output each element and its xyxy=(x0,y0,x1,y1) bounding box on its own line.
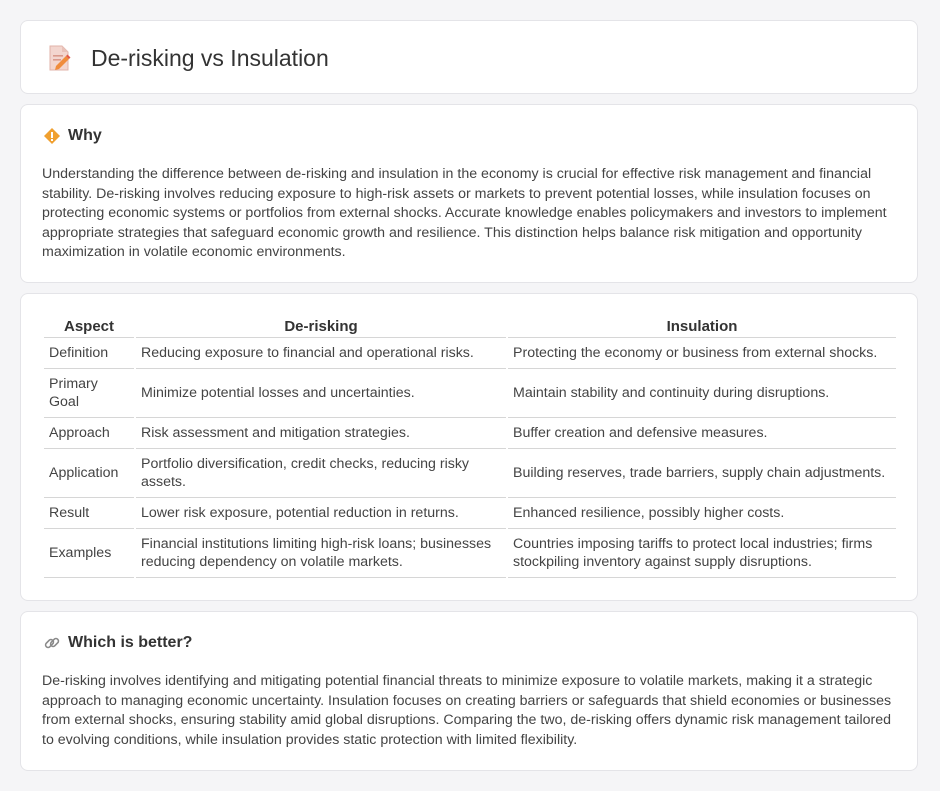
insulation-cell: Maintain stability and continuity during disruptions. xyxy=(508,369,896,418)
aspect-cell: Approach xyxy=(44,418,134,449)
de-risking-cell: Reducing exposure to financial and operational risks. xyxy=(136,338,506,369)
better-heading: Which is better? xyxy=(68,634,193,651)
why-section xyxy=(20,104,918,283)
table-row xyxy=(44,418,896,449)
de-risking-cell: Minimize potential losses and uncertainties. xyxy=(136,369,506,418)
header-de-risking: De-risking xyxy=(136,316,506,338)
better-header xyxy=(43,634,192,652)
insulation-cell: Buffer creation and defensive measures. xyxy=(508,418,896,449)
why-heading: Why xyxy=(68,127,102,144)
which-is-better-section xyxy=(20,611,918,771)
comparison-table xyxy=(42,316,898,578)
table-row xyxy=(44,338,896,369)
link-icon xyxy=(43,634,61,652)
comparison-section xyxy=(20,293,918,601)
aspect-cell: Application xyxy=(44,449,134,498)
table-row xyxy=(44,369,896,418)
de-risking-cell: Financial institutions limiting high-risk loans; businesses reducing dependency on volatile markets. xyxy=(136,529,506,578)
aspect-cell: Primary Goal xyxy=(44,369,134,418)
page-title: De-risking vs Insulation xyxy=(91,45,329,71)
de-risking-cell: Portfolio diversification, credit checks, reducing risky assets. xyxy=(136,449,506,498)
header-aspect: Aspect xyxy=(44,316,134,338)
table-row xyxy=(44,529,896,578)
insulation-cell: Countries imposing tariffs to protect local industries; firms stockpiling inventory against supply disruptions. xyxy=(508,529,896,578)
header-insulation: Insulation xyxy=(508,316,896,338)
why-text: Understanding the difference between de-risking and insulation in the economy is crucial for effective risk management and financial stability. De-risking involves reducing exposure to high-risk assets or markets to prevent potential losses, while insulation focuses on protecting economic systems or portfolios from external shocks. Accurate knowledge enables policymakers and investors to implement appropriate strategies that safeguard economic growth and resilience. This distinction helps balance risk mitigation and opportunity maximization in volatile economic environments. xyxy=(42,166,887,261)
aspect-cell: Definition xyxy=(44,338,134,369)
insulation-cell: Protecting the economy or business from external shocks. xyxy=(508,338,896,369)
table-row xyxy=(44,498,896,529)
table-row xyxy=(44,449,896,498)
insulation-cell: Building reserves, trade barriers, supply chain adjustments. xyxy=(508,449,896,498)
warning-diamond-icon xyxy=(43,127,61,145)
document-edit-icon xyxy=(47,44,71,72)
title-card xyxy=(20,20,918,94)
de-risking-cell: Lower risk exposure, potential reduction in returns. xyxy=(136,498,506,529)
why-header xyxy=(43,127,102,145)
aspect-cell: Result xyxy=(44,498,134,529)
aspect-cell: Examples xyxy=(44,529,134,578)
table-header-row xyxy=(44,316,896,338)
de-risking-cell: Risk assessment and mitigation strategies. xyxy=(136,418,506,449)
better-text: De-risking involves identifying and mitigating potential financial threats to minimize exposure to volatile markets, making it a strategic approach to managing economic uncertainty. Insulation focuses on creating barriers or safeguards that shield economies or businesses from external shocks, ensuring stability amid global disruptions. Comparing the two, de-risking offers dynamic risk management tailored to evolving conditions, while insulation provides static protection with limited flexibility. xyxy=(42,673,892,748)
insulation-cell: Enhanced resilience, possibly higher costs. xyxy=(508,498,896,529)
title-row xyxy=(47,43,329,73)
